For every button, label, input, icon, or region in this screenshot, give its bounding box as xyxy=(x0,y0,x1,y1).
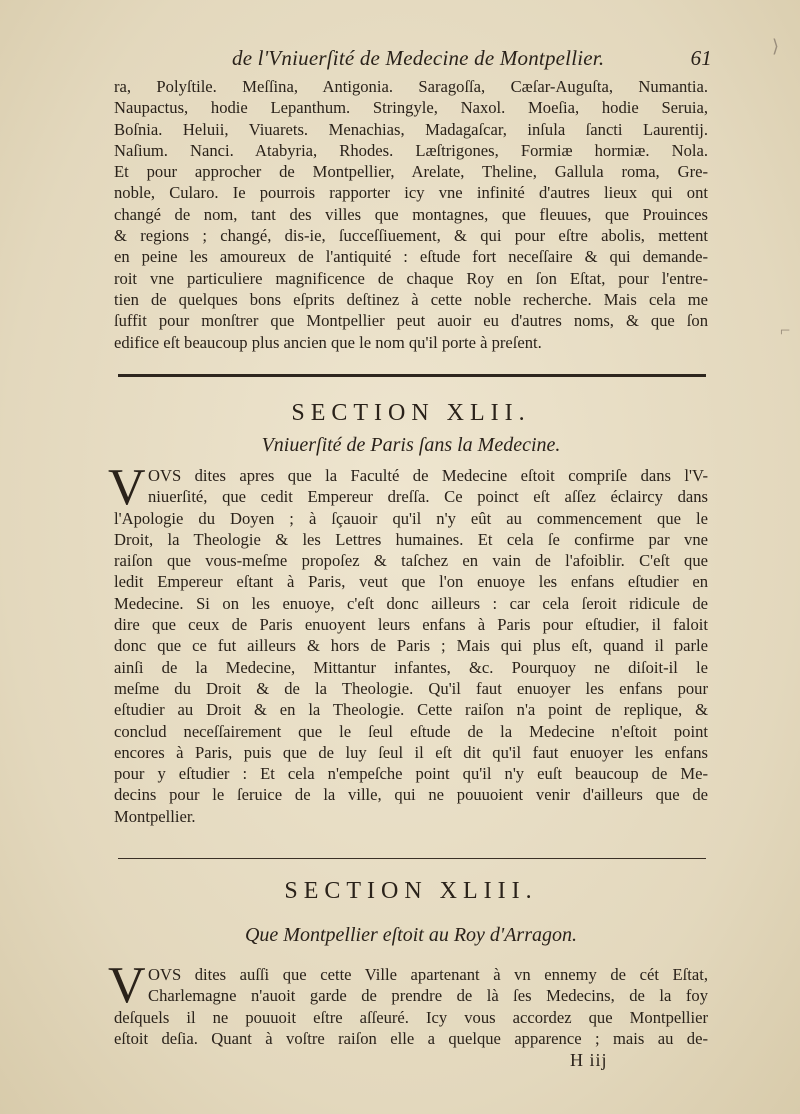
text-line: eſtudier au Droit & en la Theologie. Cette raiſon n'a point de replique, & xyxy=(114,700,708,720)
section-divider xyxy=(118,858,706,859)
section-subtitle: Que Montpellier eſtoit au Roy d'Arragon. xyxy=(244,924,577,946)
text-line: Droit, la Theologie & les Lettres humaines. Et cela ſe confirme par vne xyxy=(114,529,708,549)
running-head xyxy=(232,46,712,71)
text-line: ainſi de la Medecine, Mittantur infantes, &c. Pourquoy ne diſoit-il le xyxy=(114,657,708,677)
text-line: ſuffit pour monſtrer que Montpellier peut auoir eu d'autres noms, & que ſon xyxy=(114,311,708,331)
section-paragraph xyxy=(114,465,708,827)
text-line: pour y eſtudier : Et cela n'empeſche point qu'il n'y euſt beaucoup de Me- xyxy=(114,764,708,784)
running-head-title: de l'Vniuerſité de Medecine de Montpellier. xyxy=(232,46,605,70)
text-line: conclud neceſſairement que le ſeul eſtude de la Medecine n'eſtoit point xyxy=(114,721,708,741)
text-line: Charlemagne n'auoit garde de prendre de là ſes Medecins, de la foy xyxy=(148,986,708,1006)
text-line: donc que ce fut ailleurs & hors de Paris ; Mais qui plus eſt, quand il parle xyxy=(114,636,708,656)
text-line: Naſium. Nanci. Atabyria, Rhodes. Læſtrigones, Formiæ hormiæ. Nola. xyxy=(114,140,708,160)
text-line: meſme du Droit & de la Theologie. Qu'il faut enuoyer les enfans pour xyxy=(114,678,708,698)
signature-mark: H iij xyxy=(570,1050,608,1070)
text-line: raiſon que vous-meſme propoſez & taſchez en vain de l'afoiblir. C'eſt que xyxy=(114,551,708,571)
text-line: niuerſité, que cedit Empereur dreſſa. Ce poinct eſt aſſez éclaircy dans xyxy=(148,487,708,507)
text-line: ra, Polyſtile. Meſſina, Antigonia. Saragoſſa, Cæſar-Auguſta, Numantia. xyxy=(114,77,708,96)
text-line: tien de quelques bons eſprits deſtinez à cette noble recherche. Mais cela me xyxy=(114,289,708,309)
text-line: & regions ; changé, dis-ie, ſucceſſiuement, & qui pour eſtre abolis, mettent xyxy=(114,226,708,246)
text-line: Medecine. Si on les enuoye, c'eſt donc ailleurs : car cela ſeroit ridicule de xyxy=(114,593,708,613)
text-line: OVS dites apres que la Faculté de Medecine eſtoit compriſe dans l'V- xyxy=(148,466,708,485)
text-line: decins pour le ſeruice de la ville, qui ne pouuoient venir d'ailleurs que de xyxy=(114,785,708,805)
text-line: encores à Paris, puis que de luy ſeul il eſt dit qu'il faut enuoyer les enfans xyxy=(114,742,708,762)
text-line: Naupactus, hodie Lepanthum. Stringyle, Naxol. Moeſia, hodie Seruia, xyxy=(114,98,708,118)
text-line: OVS dites auſſi que cette Ville apartenant à vn ennemy de cét Eſtat, xyxy=(148,965,708,984)
text-line: eſtoit deſia. Quant à voſtre raiſon elle a quelque apparence ; mais au de- xyxy=(114,1028,708,1048)
margin-bracket-icon: ⟩ xyxy=(772,36,780,56)
text-line: noble, Cularo. Ie pourrois rapporter icy vne infinité d'autres lieux qui ont xyxy=(114,183,708,203)
text-line: ledit Empereur eſtant à Paris, veut que l'on enuoye les enfans eſtudier en xyxy=(114,572,708,592)
text-line: en peine les amoureux de l'antiquité : eſtude fort neceſſaire & qui demande- xyxy=(114,247,708,267)
section-heading: SECTION XLII. xyxy=(291,400,531,426)
section-paragraph xyxy=(114,964,708,1049)
section-heading: SECTION XLIII. xyxy=(284,878,538,904)
text-line: deſquels il ne pouuoit eſtre aſſeuré. Icy vous accordez que Montpellier xyxy=(114,1007,708,1027)
text-line: dire que ceux de Paris enuoyent leurs enfans à Paris pour eſtudier, il faloit xyxy=(114,615,708,635)
margin-tick-icon: ⌐ xyxy=(780,320,791,340)
page-number: 61 xyxy=(690,46,712,70)
text-line: l'Apologie du Doyen ; à ſçauoir qu'il n'y eût au commencement que le xyxy=(114,508,708,528)
section-divider xyxy=(118,374,706,377)
drop-cap: V xyxy=(108,957,146,1014)
text-line: edifice eſt beaucoup plus ancien que le nom qu'il porte à preſent. xyxy=(114,332,542,352)
drop-cap: V xyxy=(108,459,146,516)
intro-paragraph xyxy=(114,76,708,353)
text-line: Et pour approcher de Montpellier, Arelate, Theline, Gallula roma, Gre- xyxy=(114,162,708,182)
text-line: roit vne particuliere magnificence de chaque Roy en ſon Eſtat, pour l'entre- xyxy=(114,268,708,288)
text-line: Montpellier. xyxy=(114,806,196,826)
text-line: Boſnia. Heluii, Viuarets. Menachias, Madagaſcar, inſula ſancti Laurentij. xyxy=(114,119,708,139)
text-line: changé de nom, tant des villes que montagnes, que fleuues, que Prouinces xyxy=(114,204,708,224)
section-subtitle: Vniuerſité de Paris ſans la Medecine. xyxy=(261,434,561,456)
